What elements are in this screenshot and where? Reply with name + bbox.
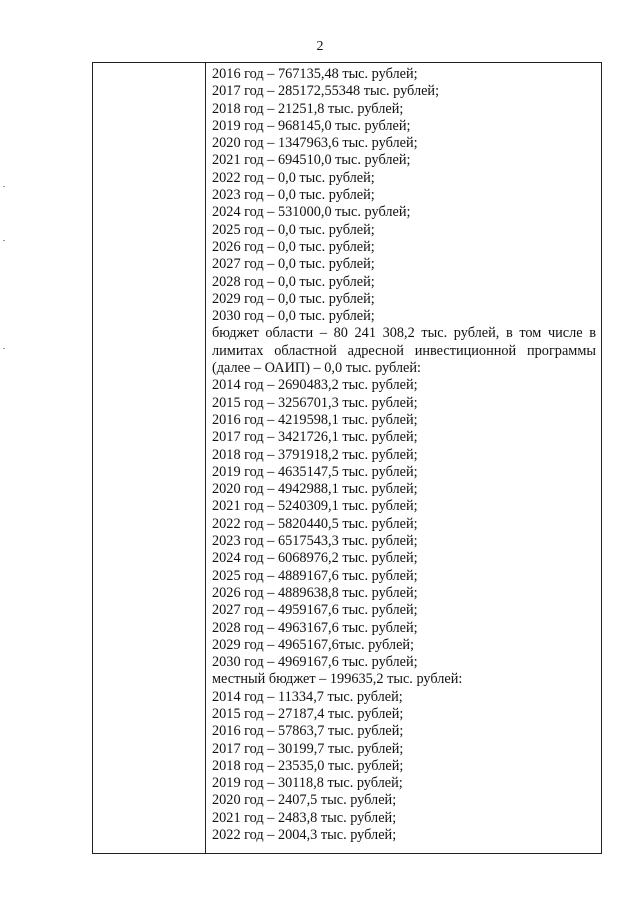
list-item: 2018 год – 23535,0 тыс. рублей;	[212, 757, 404, 774]
regional-budget-line: (далее – ОАИП) – 0,0 тыс. рублей:	[212, 360, 422, 377]
funding-table	[92, 62, 602, 854]
list-item: 2021 год – 694510,0 тыс. рублей;	[212, 152, 411, 169]
regional-budget-paragraph	[212, 325, 596, 377]
regional-budget-line: бюджет области – 80 241 308,2 тыс. рублей, в том числе в	[212, 325, 596, 342]
scan-mark	[3, 348, 5, 349]
list-item: 2022 год – 2004,3 тыс. рублей;	[212, 827, 397, 844]
list-item: 2027 год – 4959167,6 тыс. рублей;	[212, 602, 418, 619]
local-years-list	[212, 689, 596, 845]
list-item: 2019 год – 968145,0 тыс. рублей;	[212, 117, 411, 134]
list-item: 2028 год – 4963167,6 тыс. рублей;	[212, 619, 418, 636]
list-item: 2016 год – 57863,7 тыс. рублей;	[212, 723, 404, 740]
list-item: 2018 год – 3791918,2 тыс. рублей;	[212, 446, 418, 463]
list-item: 2017 год – 30199,7 тыс. рублей;	[212, 740, 404, 757]
regional-budget-line: лимитах областной адресной инвестиционной программы	[212, 342, 596, 359]
list-item: 2021 год – 5240309,1 тыс. рублей;	[212, 498, 418, 515]
list-item: 2024 год – 531000,0 тыс. рублей;	[212, 204, 411, 221]
list-item: 2030 год – 0,0 тыс. рублей;	[212, 308, 375, 325]
list-item: 2027 год – 0,0 тыс. рублей;	[212, 256, 375, 273]
list-item: 2026 год – 0,0 тыс. рублей;	[212, 238, 375, 255]
list-item: 2029 год – 0,0 тыс. рублей;	[212, 290, 375, 307]
federal-years-list	[212, 66, 596, 325]
list-item: 2016 год – 767135,48 тыс. рублей;	[212, 66, 418, 82]
list-item: 2024 год – 6068976,2 тыс. рублей;	[212, 550, 418, 567]
list-item: 2014 год – 11334,7 тыс. рублей;	[212, 688, 403, 705]
list-item: 2018 год – 21251,8 тыс. рублей;	[212, 100, 404, 117]
list-item: 2026 год – 4889638,8 тыс. рублей;	[212, 584, 418, 601]
list-item: 2022 год – 0,0 тыс. рублей;	[212, 169, 375, 186]
list-item: 2015 год – 3256701,3 тыс. рублей;	[212, 394, 418, 411]
list-item: 2017 год – 285172,55348 тыс. рублей;	[212, 83, 440, 100]
list-item: 2022 год – 5820440,5 тыс. рублей;	[212, 515, 418, 532]
list-item: 2025 год – 0,0 тыс. рублей;	[212, 221, 375, 238]
list-item: 2019 год – 30118,8 тыс. рублей;	[212, 775, 403, 792]
funding-details-cell	[212, 66, 596, 844]
list-item: 2030 год – 4969167,6 тыс. рублей;	[212, 654, 418, 671]
list-item: 2021 год – 2483,8 тыс. рублей;	[212, 809, 397, 826]
list-item: 2023 год – 6517543,3 тыс. рублей;	[212, 533, 418, 550]
scan-mark	[3, 240, 5, 241]
list-item: 2019 год – 4635147,5 тыс. рублей;	[212, 463, 418, 480]
local-budget-heading: местный бюджет – 199635,2 тыс. рублей:	[212, 671, 463, 688]
list-item: 2029 год – 4965167,6тыс. рублей;	[212, 636, 415, 653]
table-column-divider	[205, 63, 206, 853]
list-item: 2014 год – 2690483,2 тыс. рублей;	[212, 377, 418, 394]
list-item: 2020 год – 2407,5 тыс. рублей;	[212, 792, 397, 809]
list-item: 2028 год – 0,0 тыс. рублей;	[212, 273, 375, 290]
list-item: 2016 год – 4219598,1 тыс. рублей;	[212, 411, 418, 428]
list-item: 2020 год – 1347963,6 тыс. рублей;	[212, 135, 418, 152]
list-item: 2017 год – 3421726,1 тыс. рублей;	[212, 429, 418, 446]
list-item: 2023 год – 0,0 тыс. рублей;	[212, 187, 375, 204]
list-item: 2020 год – 4942988,1 тыс. рублей;	[212, 481, 418, 498]
list-item: 2015 год – 27187,4 тыс. рублей;	[212, 705, 404, 722]
regional-years-list	[212, 377, 596, 671]
scan-mark	[3, 186, 5, 187]
page-number: 2	[316, 39, 324, 54]
list-item: 2025 год – 4889167,6 тыс. рублей;	[212, 567, 418, 584]
